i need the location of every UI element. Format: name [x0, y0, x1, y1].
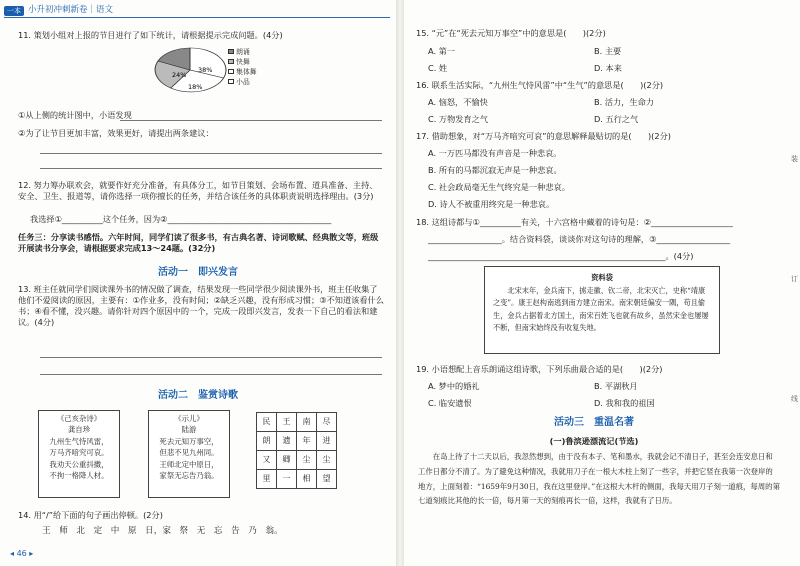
task3-intro: 任务三：分享读书感悟。六年时间，同学们读了很多书，有古典名著、诗词歌赋、经典散文等，班级开展读书分享会，请根据要求完成13～24题。(32分) [18, 232, 379, 254]
q18-line2[interactable]: __________________。结合资料袋，谈谈你对这句诗的理解，③__________________ [428, 234, 731, 244]
poem-author: 陆游 [181, 425, 197, 435]
pie-label-38: 38% [198, 66, 213, 74]
grid-cell: 里 [257, 470, 277, 489]
pie-label-18: 18% [188, 83, 203, 91]
answer-line[interactable] [40, 374, 382, 375]
activity3-title: 活动三 重温名著 [554, 417, 634, 428]
pie-legend [228, 48, 257, 87]
option[interactable]: C. 社会政局毫无生气终究是一种悲哀。 [428, 182, 570, 192]
option[interactable]: B. 活力，生命力 [594, 97, 654, 107]
binding-mark: 装 [791, 155, 798, 163]
activity2-title: 活动二 鉴赏诗歌 [158, 390, 238, 401]
grid-cell: 尘 [297, 451, 317, 470]
q12-fill[interactable]: 我选择①__________这个任务，因为②________________________________________ [30, 214, 332, 224]
option[interactable]: C. 万物发育之气 [428, 114, 489, 124]
grid-cell: 又 [257, 451, 277, 470]
option[interactable]: B. 平湖秋月 [594, 381, 638, 391]
legend-item: 朗诵 [228, 48, 257, 58]
q14-stem: 14. 用“/”给下面的句子画出停顿。(2分) [18, 510, 163, 520]
grid-cell: 望 [317, 470, 337, 489]
legend-item: 小品 [228, 78, 257, 88]
grid-cell: 尽 [317, 413, 337, 432]
q15-stem: 15. “元”在“死去元知万事空”中的意思是( )(2分) [416, 28, 606, 38]
right-page [404, 0, 800, 566]
grid-cell: 民 [257, 413, 277, 432]
option[interactable]: D. 诗人不被重用终究是一种悲哀。 [428, 199, 555, 209]
option[interactable]: A. 一万匹马都没有声音是一种悲哀。 [428, 148, 562, 158]
option[interactable]: C. 姓 [428, 63, 448, 73]
answer-line[interactable] [120, 120, 382, 121]
grid-cell: 南 [297, 413, 317, 432]
material-title: 资料袋 [591, 273, 613, 282]
option[interactable]: B. 主要 [594, 46, 622, 56]
grid-cell: 进 [317, 432, 337, 451]
poem-line: 但悲不见九州同。 [159, 448, 219, 458]
binding-mark: 线 [791, 395, 798, 403]
poem-author: 龚自珍 [67, 425, 91, 435]
option[interactable]: D. 我和我的祖国 [594, 398, 655, 408]
option[interactable]: B. 所有的马都沉寂无声是一种悲哀。 [428, 165, 562, 175]
answer-line[interactable] [40, 168, 382, 169]
header-title: 小升初冲刺新卷｜语文 [28, 5, 114, 15]
header-badge: 一本 [4, 6, 24, 16]
grid-cell: 朗 [257, 432, 277, 451]
page-number: ◂ 46 ▸ [10, 549, 34, 559]
q18-line3[interactable]: __________________________________________________________。(4分) [428, 251, 694, 261]
page-header [4, 5, 113, 16]
poem-line: 九州生气恃风雷， [49, 436, 109, 446]
excerpt-title: (一)鲁滨逊漂流记(节选) [549, 436, 639, 446]
material-text: 北宋末年，金兵南下，掳走徽、钦二帝，北宋灭亡，史称“靖康之变”。康王赵构南逃到南方建立南宋。南宋朝廷偏安一隅，苟且偷生，金兵占据着北方国土，南宋百姓飞也就有故乡，虽然宋金也屡屡不断，但南宋始终没有收复失地。 [493, 285, 709, 333]
option[interactable]: D. 五行之气 [594, 114, 639, 124]
poem-title: 《己亥杂诗》 [56, 414, 102, 423]
grid-cell: 相 [297, 470, 317, 489]
pie-label-24: 24% [172, 71, 187, 79]
q18-line1[interactable]: 18. 这组诗都与①__________有关，十六宫格中藏着的诗句是：②____________________ [416, 217, 733, 227]
poem-line: 不拘一格降人材。 [49, 471, 109, 481]
legend-item: 集体舞 [228, 68, 257, 78]
grid-cell: 王 [277, 413, 297, 432]
grid-cell: 遗 [277, 432, 297, 451]
poem-line: 王师北定中原日， [159, 459, 219, 469]
left-page [0, 0, 396, 566]
option[interactable]: C. 临安遗恨 [428, 398, 472, 408]
option[interactable]: A. 第一 [428, 46, 456, 56]
option[interactable]: A. 梦中的婚礼 [428, 381, 480, 391]
legend-item: 快舞 [228, 58, 257, 68]
q11-sub1: ①从上侧的统计图中，小语发现 [18, 110, 132, 120]
sixteen-grid [256, 412, 337, 489]
q16-stem: 16. 联系生活实际，“九州生气恃风雷”中“生气”的意思是( )(2分) [416, 80, 664, 90]
q13-stem: 13. 班主任就同学们阅读课外书的情况做了调查，结果发现一些同学很少阅读课外书，班主任收集了他们不爱阅读的原因，主要有：①作业多，没有时间；②缺乏兴趣，没有形成习惯；③不知道该看什么书；④看不懂，没兴趣。请你针对四个原因中的一个，完成一段即兴发言，发表一下自己的看法和建议。(4分) [18, 284, 384, 328]
poem-line: 万马齐喑究可哀。 [49, 448, 109, 458]
option[interactable]: A. 恼怒，不愉快 [428, 97, 488, 107]
grid-cell: 年 [297, 432, 317, 451]
answer-line[interactable] [40, 357, 382, 358]
poem-card-1 [38, 410, 120, 498]
q14-line[interactable]: 王 师 北 定 中 原 日，家 祭 无 忘 告 乃 翁。 [42, 526, 283, 536]
q12-stem: 12. 努力筹办联欢会，就要作好充分准备，有具体分工，如节目策划、会场布置、道具准备、主持、安全、卫生、报道等，请你选择一项你擅长的任务，并结合该任务的具体职责说明选择理由。(3分) [18, 180, 378, 202]
grid-cell: 一 [277, 470, 297, 489]
material-box [484, 266, 720, 354]
answer-line[interactable] [40, 153, 382, 154]
q11-sub2: ②为了让节目更加丰富，效果更好，请提出两条建议： [18, 128, 214, 138]
grid-cell: 卿 [277, 451, 297, 470]
poem-card-2 [148, 410, 230, 498]
poem-line: 家祭无忘告乃翁。 [159, 471, 219, 481]
option[interactable]: D. 本来 [594, 63, 622, 73]
excerpt-text: 在岛上待了十二天以后，我忽然想到，由于没有本子、笔和墨水，我就会记不清日子，甚至会连安息日和工作日都分不清了。为了避免这种情况，我就用刀子在一根大木柱上刻了一些字，并把它竖在我第一次登岸的地方，上面刻着：“1659年9月30日，我在这里登岸。”在这根大木杆的侧面，我每天用刀子刻一道痕，每周的第七道刻痕比其他的长一倍，每月第一天的刻痕再长一倍，这样，我就有了日历。 [418, 452, 780, 506]
poem-title: 《示儿》 [174, 414, 204, 423]
activity1-title: 活动一 即兴发言 [158, 267, 238, 278]
poem-line: 死去元知万事空， [159, 436, 219, 446]
poem-line: 我劝天公重抖擞， [49, 459, 109, 469]
book-gutter [396, 0, 404, 566]
q19-stem: 19. 小语想配上音乐朗诵这组诗歌，下列乐曲最合适的是( )(2分) [416, 364, 663, 374]
grid-cell: 尘 [317, 451, 337, 470]
binding-mark: 订 [791, 275, 798, 283]
q11-stem: 11. 策划小组对上报的节目进行了如下统计，请根据提示完成问题。(4分) [18, 30, 283, 40]
q17-stem: 17. 借助想象，对“万马齐喑究可哀”的意思解释最贴切的是( )(2分) [416, 131, 671, 141]
